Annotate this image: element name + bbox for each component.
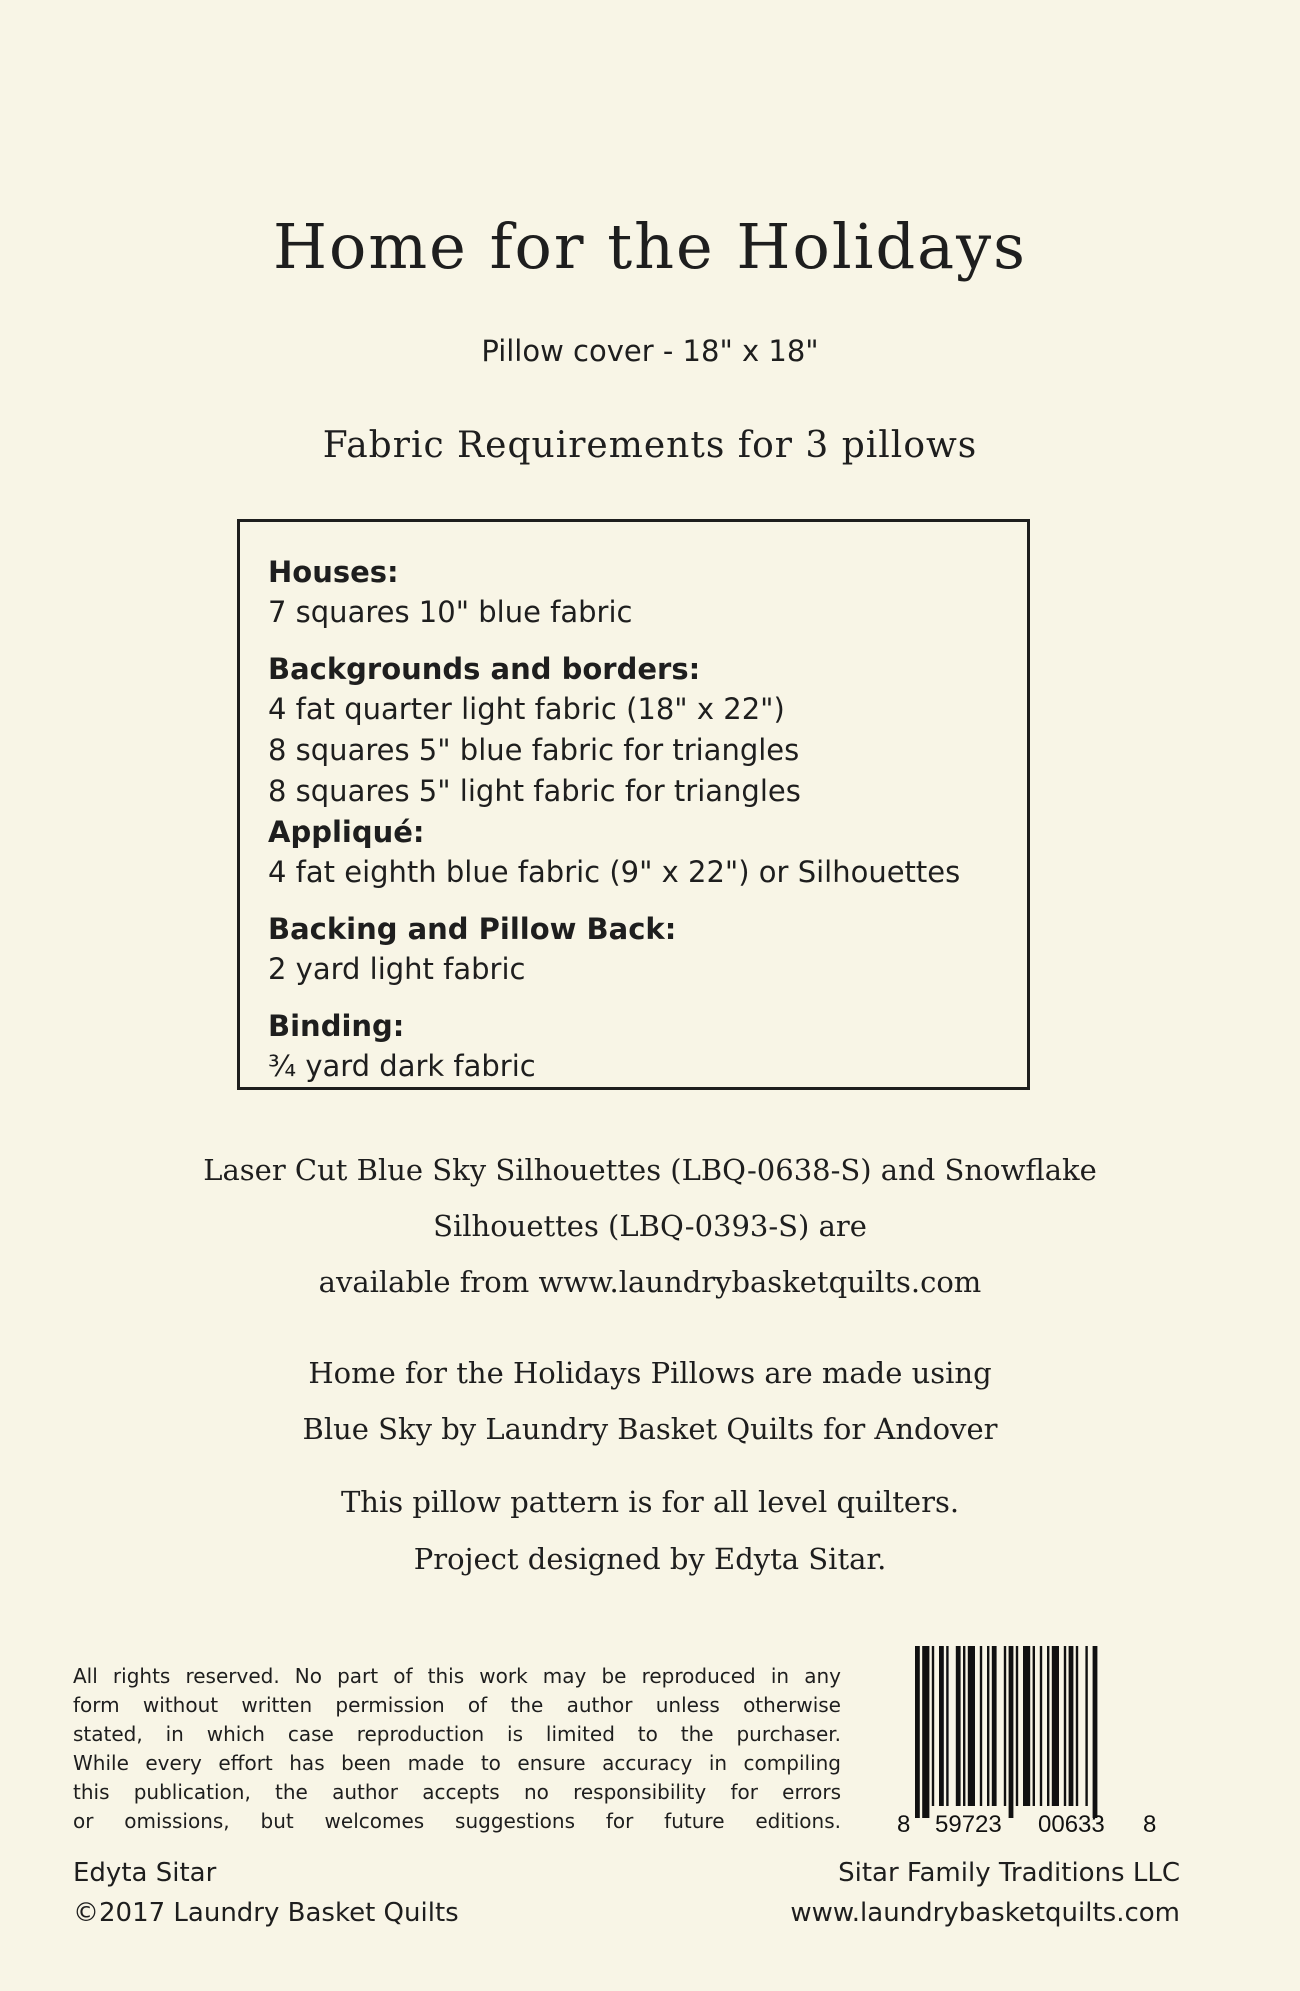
info-level-line: This pillow pattern is for all level quilters. bbox=[340, 1485, 960, 1519]
section-heading-binding: Binding: bbox=[268, 1009, 405, 1043]
requirement-line: 2 yard light fabric bbox=[268, 952, 526, 986]
legal-line: this publication, the author accepts no responsibility for errors bbox=[73, 1780, 841, 1804]
barcode-digit-right: 8 bbox=[1143, 1811, 1157, 1836]
barcode-bar bbox=[1093, 1646, 1098, 1818]
footer-right bbox=[790, 1853, 1180, 1933]
barcode-digits-group-2: 00633 bbox=[1038, 1811, 1105, 1836]
barcode-bar bbox=[1069, 1646, 1074, 1806]
info-line: Laser Cut Blue Sky Silhouettes (LBQ-0638-S) and Snowflake bbox=[203, 1153, 1097, 1187]
page-title: Home for the Holidays bbox=[272, 210, 1027, 283]
barcode-bar bbox=[963, 1646, 965, 1806]
barcode-bar bbox=[1033, 1646, 1035, 1806]
author-name: Edyta Sitar bbox=[73, 1858, 217, 1888]
info-block-laser-cut bbox=[0, 1142, 1300, 1310]
barcode-bar bbox=[1004, 1646, 1006, 1806]
barcode-bar bbox=[980, 1646, 982, 1806]
barcode bbox=[895, 1646, 1160, 1836]
requirement-line: 7 squares 10" blue fabric bbox=[268, 595, 633, 629]
barcode-bar bbox=[1023, 1646, 1030, 1806]
info-line: available from www.laundrybasketquilts.com bbox=[318, 1265, 982, 1299]
barcode-digits-group-1: 59723 bbox=[935, 1811, 1002, 1836]
barcode-bar bbox=[1085, 1646, 1087, 1806]
barcode-bar bbox=[956, 1646, 961, 1806]
section-heading-applique: Appliqué: bbox=[268, 815, 425, 849]
requirements-heading: Fabric Requirements for 3 pillows bbox=[322, 425, 978, 466]
barcode-bar bbox=[1047, 1646, 1049, 1806]
barcode-bar bbox=[939, 1646, 944, 1806]
barcode-bar bbox=[932, 1646, 934, 1806]
barcode-digit-left: 8 bbox=[897, 1811, 911, 1836]
section-heading-backgrounds: Backgrounds and borders: bbox=[268, 652, 701, 686]
requirement-line: 8 squares 5" blue fabric for triangles bbox=[268, 733, 800, 767]
barcode-bar bbox=[1064, 1646, 1066, 1806]
info-line: Silhouettes (LBQ-0393-S) are bbox=[433, 1209, 867, 1243]
company-name: Sitar Family Traditions LLC bbox=[838, 1858, 1180, 1888]
info-block-fabric-line bbox=[0, 1345, 1300, 1457]
website-url: www.laundrybasketquilts.com bbox=[790, 1898, 1180, 1928]
copyright-line: ©2017 Laundry Basket Quilts bbox=[73, 1898, 459, 1928]
page-subtitle: Pillow cover - 18" x 18" bbox=[481, 334, 819, 368]
barcode-bar bbox=[1052, 1646, 1059, 1806]
barcode-bar bbox=[1076, 1646, 1078, 1806]
barcode-bar bbox=[1009, 1646, 1014, 1818]
barcode-bar bbox=[968, 1646, 975, 1806]
barcode-bar bbox=[1016, 1646, 1018, 1806]
legal-line: While every effort has been made to ensure accuracy in compiling bbox=[73, 1751, 841, 1775]
barcode-bar bbox=[987, 1646, 989, 1806]
info-line: Home for the Holidays Pillows are made using bbox=[308, 1356, 992, 1390]
barcode-bar bbox=[992, 1646, 997, 1806]
requirement-line: 4 fat quarter light fabric (18" x 22") bbox=[268, 692, 785, 726]
barcode-bar bbox=[946, 1646, 948, 1806]
legal-line: All rights reserved. No part of this work may be reproduced in any bbox=[73, 1664, 841, 1688]
legal-line: form without written permission of the author unless otherwise bbox=[73, 1693, 841, 1717]
legal-line: or omissions, but welcomes suggestions for future editions. bbox=[73, 1809, 841, 1833]
requirement-line: ¾ yard dark fabric bbox=[268, 1049, 536, 1083]
footer-left bbox=[73, 1853, 459, 1933]
requirement-line: 8 squares 5" light fabric for triangles bbox=[268, 774, 801, 808]
info-line: Blue Sky by Laundry Basket Quilts for Andover bbox=[302, 1412, 998, 1446]
requirement-line: 4 fat eighth blue fabric (9" x 22") or Silhouettes bbox=[268, 855, 961, 889]
legal-line: stated, in which case reproduction is limited to the purchaser. bbox=[73, 1722, 841, 1746]
copyright-notice bbox=[73, 1662, 841, 1836]
info-designer-line: Project designed by Edyta Sitar. bbox=[413, 1542, 887, 1576]
barcode-bar bbox=[1040, 1646, 1042, 1806]
fabric-requirements-box bbox=[237, 519, 1030, 1090]
barcode-bar bbox=[915, 1646, 920, 1818]
barcode-bar bbox=[922, 1646, 929, 1818]
section-heading-houses: Houses: bbox=[268, 555, 399, 589]
section-heading-backing: Backing and Pillow Back: bbox=[268, 912, 677, 946]
